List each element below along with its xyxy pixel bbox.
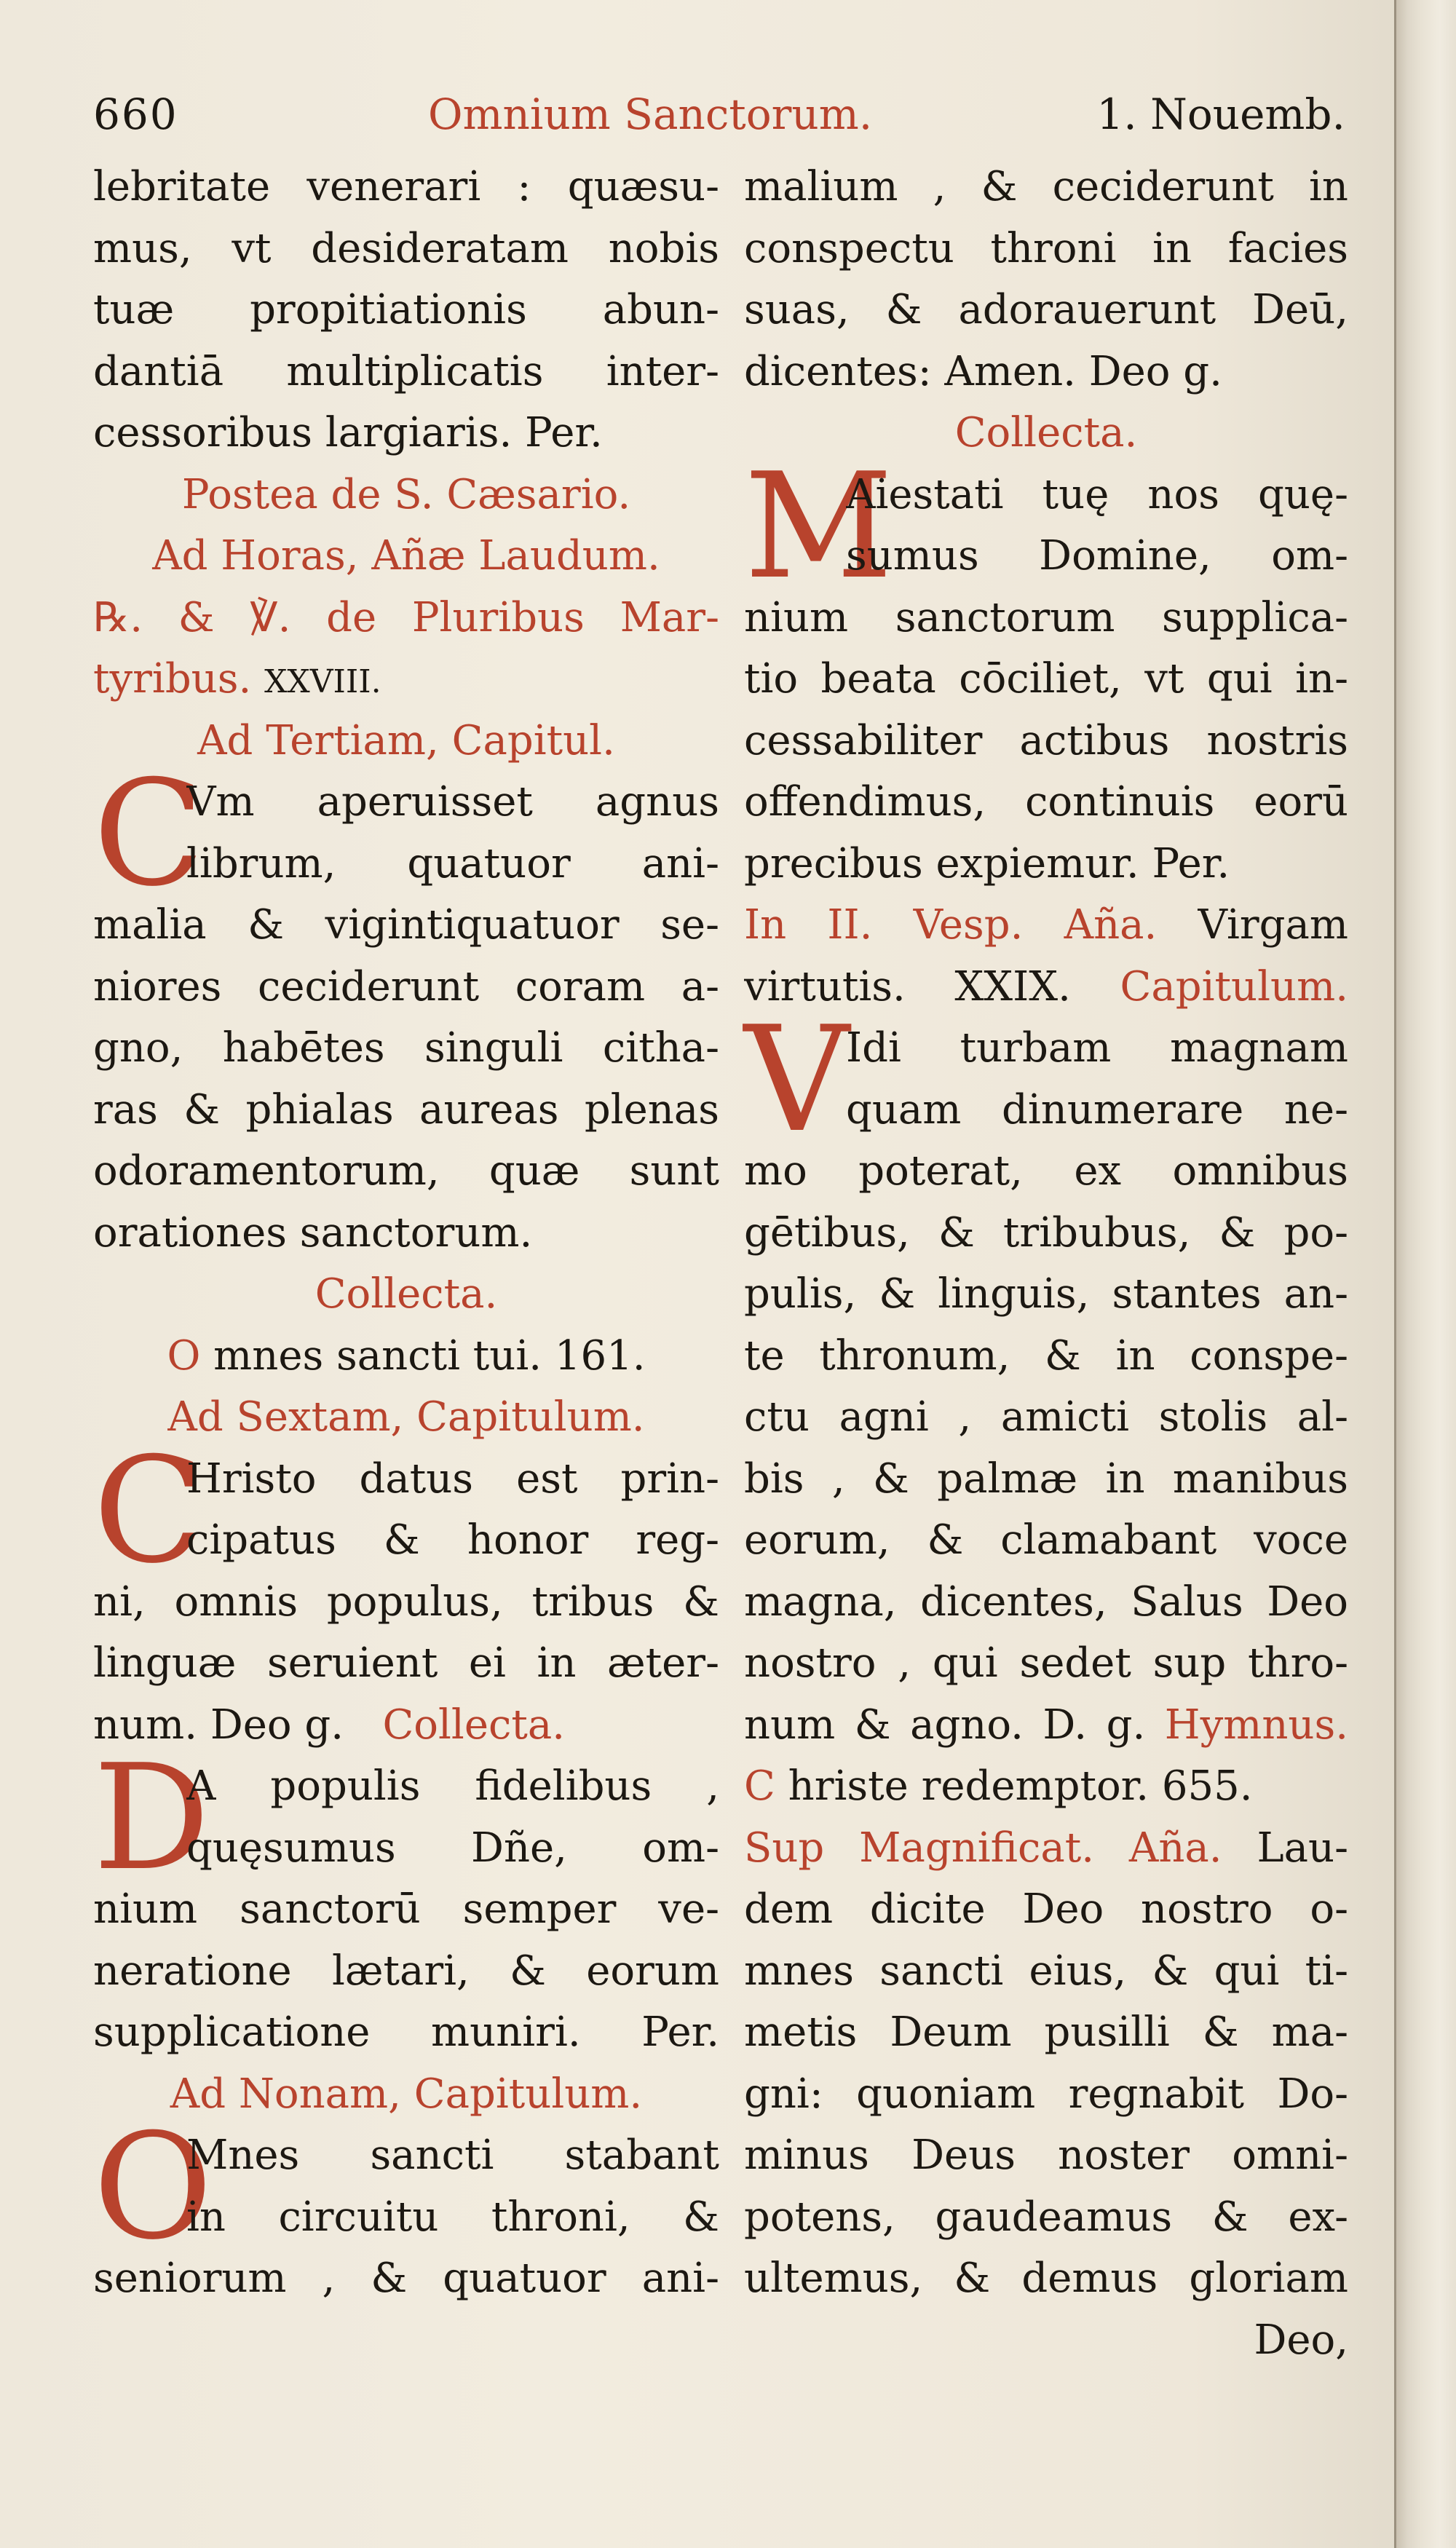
drop-cap: O — [93, 2102, 213, 2272]
text-line: ctu agni , amicti stolis al- — [744, 1393, 1348, 1441]
running-title: Omnium Sanctorum. — [428, 90, 873, 139]
text-line — [93, 1695, 719, 1757]
text-span: Lau- — [1257, 1824, 1348, 1872]
text-line: Vm aperuisset agnus — [186, 778, 719, 826]
text-line: ras & phialas aureas plenas — [93, 1085, 719, 1133]
header-date: 1. Nouemb. — [1096, 90, 1345, 139]
text-line: in circuitu throni, & — [186, 2193, 719, 2241]
text-line: sumus Domine, om- — [846, 532, 1348, 579]
rubric: Collecta. — [382, 1701, 566, 1749]
text-line: pulis, & linguis, stantes an- — [744, 1270, 1348, 1318]
text-line: odoramentorum, quæ sunt — [93, 1147, 719, 1195]
text-line: ultemus, & demus gloriam — [744, 2255, 1348, 2302]
text-line: dicentes: Amen. Deo g. — [744, 347, 1222, 395]
text-span: num & agno. D. g. — [744, 1701, 1146, 1749]
text-span: hriste redemptor. 655. — [788, 1762, 1253, 1810]
capitulum-vesperas — [744, 995, 1348, 1756]
text-line: tuæ propitiationis abun- — [93, 286, 719, 333]
initial-letter: C — [744, 1762, 775, 1810]
rubric-line — [744, 957, 1348, 1018]
rubric-heading: Collecta. — [314, 1270, 498, 1318]
catchword: Deo, — [1254, 2316, 1348, 2364]
text-line: eorum, & clamabant voce — [744, 1516, 1348, 1564]
text-line: bis , & palmæ in manibus — [744, 1455, 1348, 1503]
text-span: num. Deo g. — [93, 1701, 344, 1749]
text-line: ni, omnis populus, tribus & — [93, 1578, 719, 1626]
text-line: gni: quoniam regnabit Do- — [744, 2070, 1348, 2118]
text-line: malium , & ceciderunt in — [744, 163, 1348, 210]
text-line: magna, dicentes, Salus Deo — [744, 1578, 1348, 1626]
text-line: metis Deum pusilli & ma- — [744, 2009, 1348, 2056]
text-line: Idi turbam magnam — [846, 1024, 1348, 1072]
text-line: dantiā multiplicatis inter- — [93, 347, 719, 395]
text-line — [744, 1756, 1348, 1818]
text-line: neratione lætari, & eorum — [93, 1947, 719, 1995]
rubric: Sup Magnificat. Aña. — [744, 1824, 1222, 1872]
rubric-line — [744, 895, 1348, 957]
text-line: nium sanctorum supplica- — [744, 593, 1348, 641]
drop-cap: C — [93, 1425, 205, 1596]
drop-cap: D — [93, 1733, 210, 1903]
text-line — [744, 1695, 1348, 1757]
text-line: quęsumus Dñe, om- — [186, 1824, 719, 1872]
page-edge — [1394, 0, 1456, 2548]
rubric: ℞. & ℣. de Pluribus Mar- — [93, 593, 719, 641]
text-line: te thronum, & in conspe- — [744, 1332, 1348, 1380]
left-column — [93, 157, 719, 2310]
rubric-line — [744, 1818, 1348, 1880]
text-line: orationes sanctorum. — [93, 1208, 533, 1257]
text-line: cessabiliter actibus nostris — [744, 716, 1348, 764]
reference-number: XXVIII. — [264, 663, 381, 700]
capitulum-sexta — [93, 1425, 719, 1757]
rubric: Hymnus. — [1164, 1701, 1348, 1749]
text-line: mo poterat, ex omnibus — [744, 1147, 1348, 1195]
page-header — [93, 82, 1345, 147]
text-line: offendimus, continuis eorū — [744, 778, 1348, 826]
text-line: nostro , qui sedet sup thro- — [744, 1639, 1348, 1687]
text-line: supplicatione muniri. Per. — [93, 2009, 719, 2056]
rubric-heading: Ad Nonam, Capitulum. — [170, 2070, 643, 2118]
page-number: 660 — [93, 90, 178, 139]
rubric: tyribus. — [93, 655, 252, 703]
text-span: mnes sancti tui. 161. — [213, 1332, 646, 1380]
text-line: lebritate venerari : quæsu- — [93, 163, 719, 210]
text-line: malia & vigintiquatuor se- — [93, 901, 719, 949]
drop-cap: C — [93, 749, 205, 919]
rubric: In II. Vesp. Aña. — [744, 901, 1158, 949]
rubric: Ad Horas, Añæ Laudum. — [152, 532, 660, 579]
text-line: mus, vt desideratam nobis — [93, 224, 719, 272]
text-line: seniorum , & quatuor ani- — [93, 2255, 719, 2302]
text-line: quam dinumerare ne- — [846, 1085, 1348, 1133]
collecta-laudes — [744, 441, 1348, 895]
text-span: Virgam — [1198, 901, 1348, 949]
text-line: linguæ seruient ei in æter- — [93, 1639, 719, 1687]
text-line: potens, gaudeamus & ex- — [744, 2193, 1348, 2241]
text-line: A populis fidelibus , — [186, 1762, 719, 1810]
drop-cap: M — [744, 441, 893, 612]
capitulum-tertia — [93, 749, 719, 1264]
text-line: precibus expiemur. Per. — [744, 839, 1230, 887]
right-column — [744, 157, 1348, 2371]
text-line: Mnes sancti stabant — [186, 2132, 719, 2179]
rubric: Postea de S. Cæsario. — [181, 470, 631, 518]
text-span: virtutis. XXIX. — [744, 962, 1071, 1010]
drop-cap: V — [744, 995, 850, 1165]
initial-letter: O — [167, 1332, 201, 1380]
text-line: minus Deus noster omni- — [744, 2132, 1348, 2179]
text-line: Hristo datus est prin- — [186, 1455, 719, 1503]
text-line: mnes sancti eius, & qui ti- — [744, 1947, 1348, 1995]
rubric-heading: Ad Sextam, Capitulum. — [167, 1393, 645, 1441]
rubric-heading: Collecta. — [954, 409, 1138, 456]
rubric: Capitulum. — [1120, 962, 1348, 1010]
rubric-heading: Ad Tertiam, Capitul. — [197, 716, 615, 764]
text-line: Aiestati tuę nos quę- — [846, 470, 1348, 518]
text-line: tio beata cōciliet, vt qui in- — [744, 655, 1348, 703]
collecta-sexta — [93, 1733, 719, 2064]
rubric-line — [93, 649, 719, 711]
text-line: cessoribus largiaris. Per. — [93, 409, 603, 456]
text-line: gētibus, & tribubus, & po- — [744, 1208, 1348, 1257]
text-line: dem dicite Deo nostro o- — [744, 1886, 1348, 1933]
capitulum-nona — [93, 2102, 719, 2310]
text-line: nium sanctorū semper ve- — [93, 1886, 719, 1933]
text-line: conspectu throni in facies — [744, 224, 1348, 272]
text-line: librum, quatuor ani- — [186, 839, 719, 887]
text-line: gno, habētes singuli citha- — [93, 1024, 719, 1072]
text-line — [93, 1326, 719, 1388]
text-line: suas, & adorauerunt Deū, — [744, 286, 1348, 333]
text-line: niores ceciderunt coram a- — [93, 962, 719, 1010]
text-line: cipatus & honor reg- — [186, 1516, 719, 1564]
